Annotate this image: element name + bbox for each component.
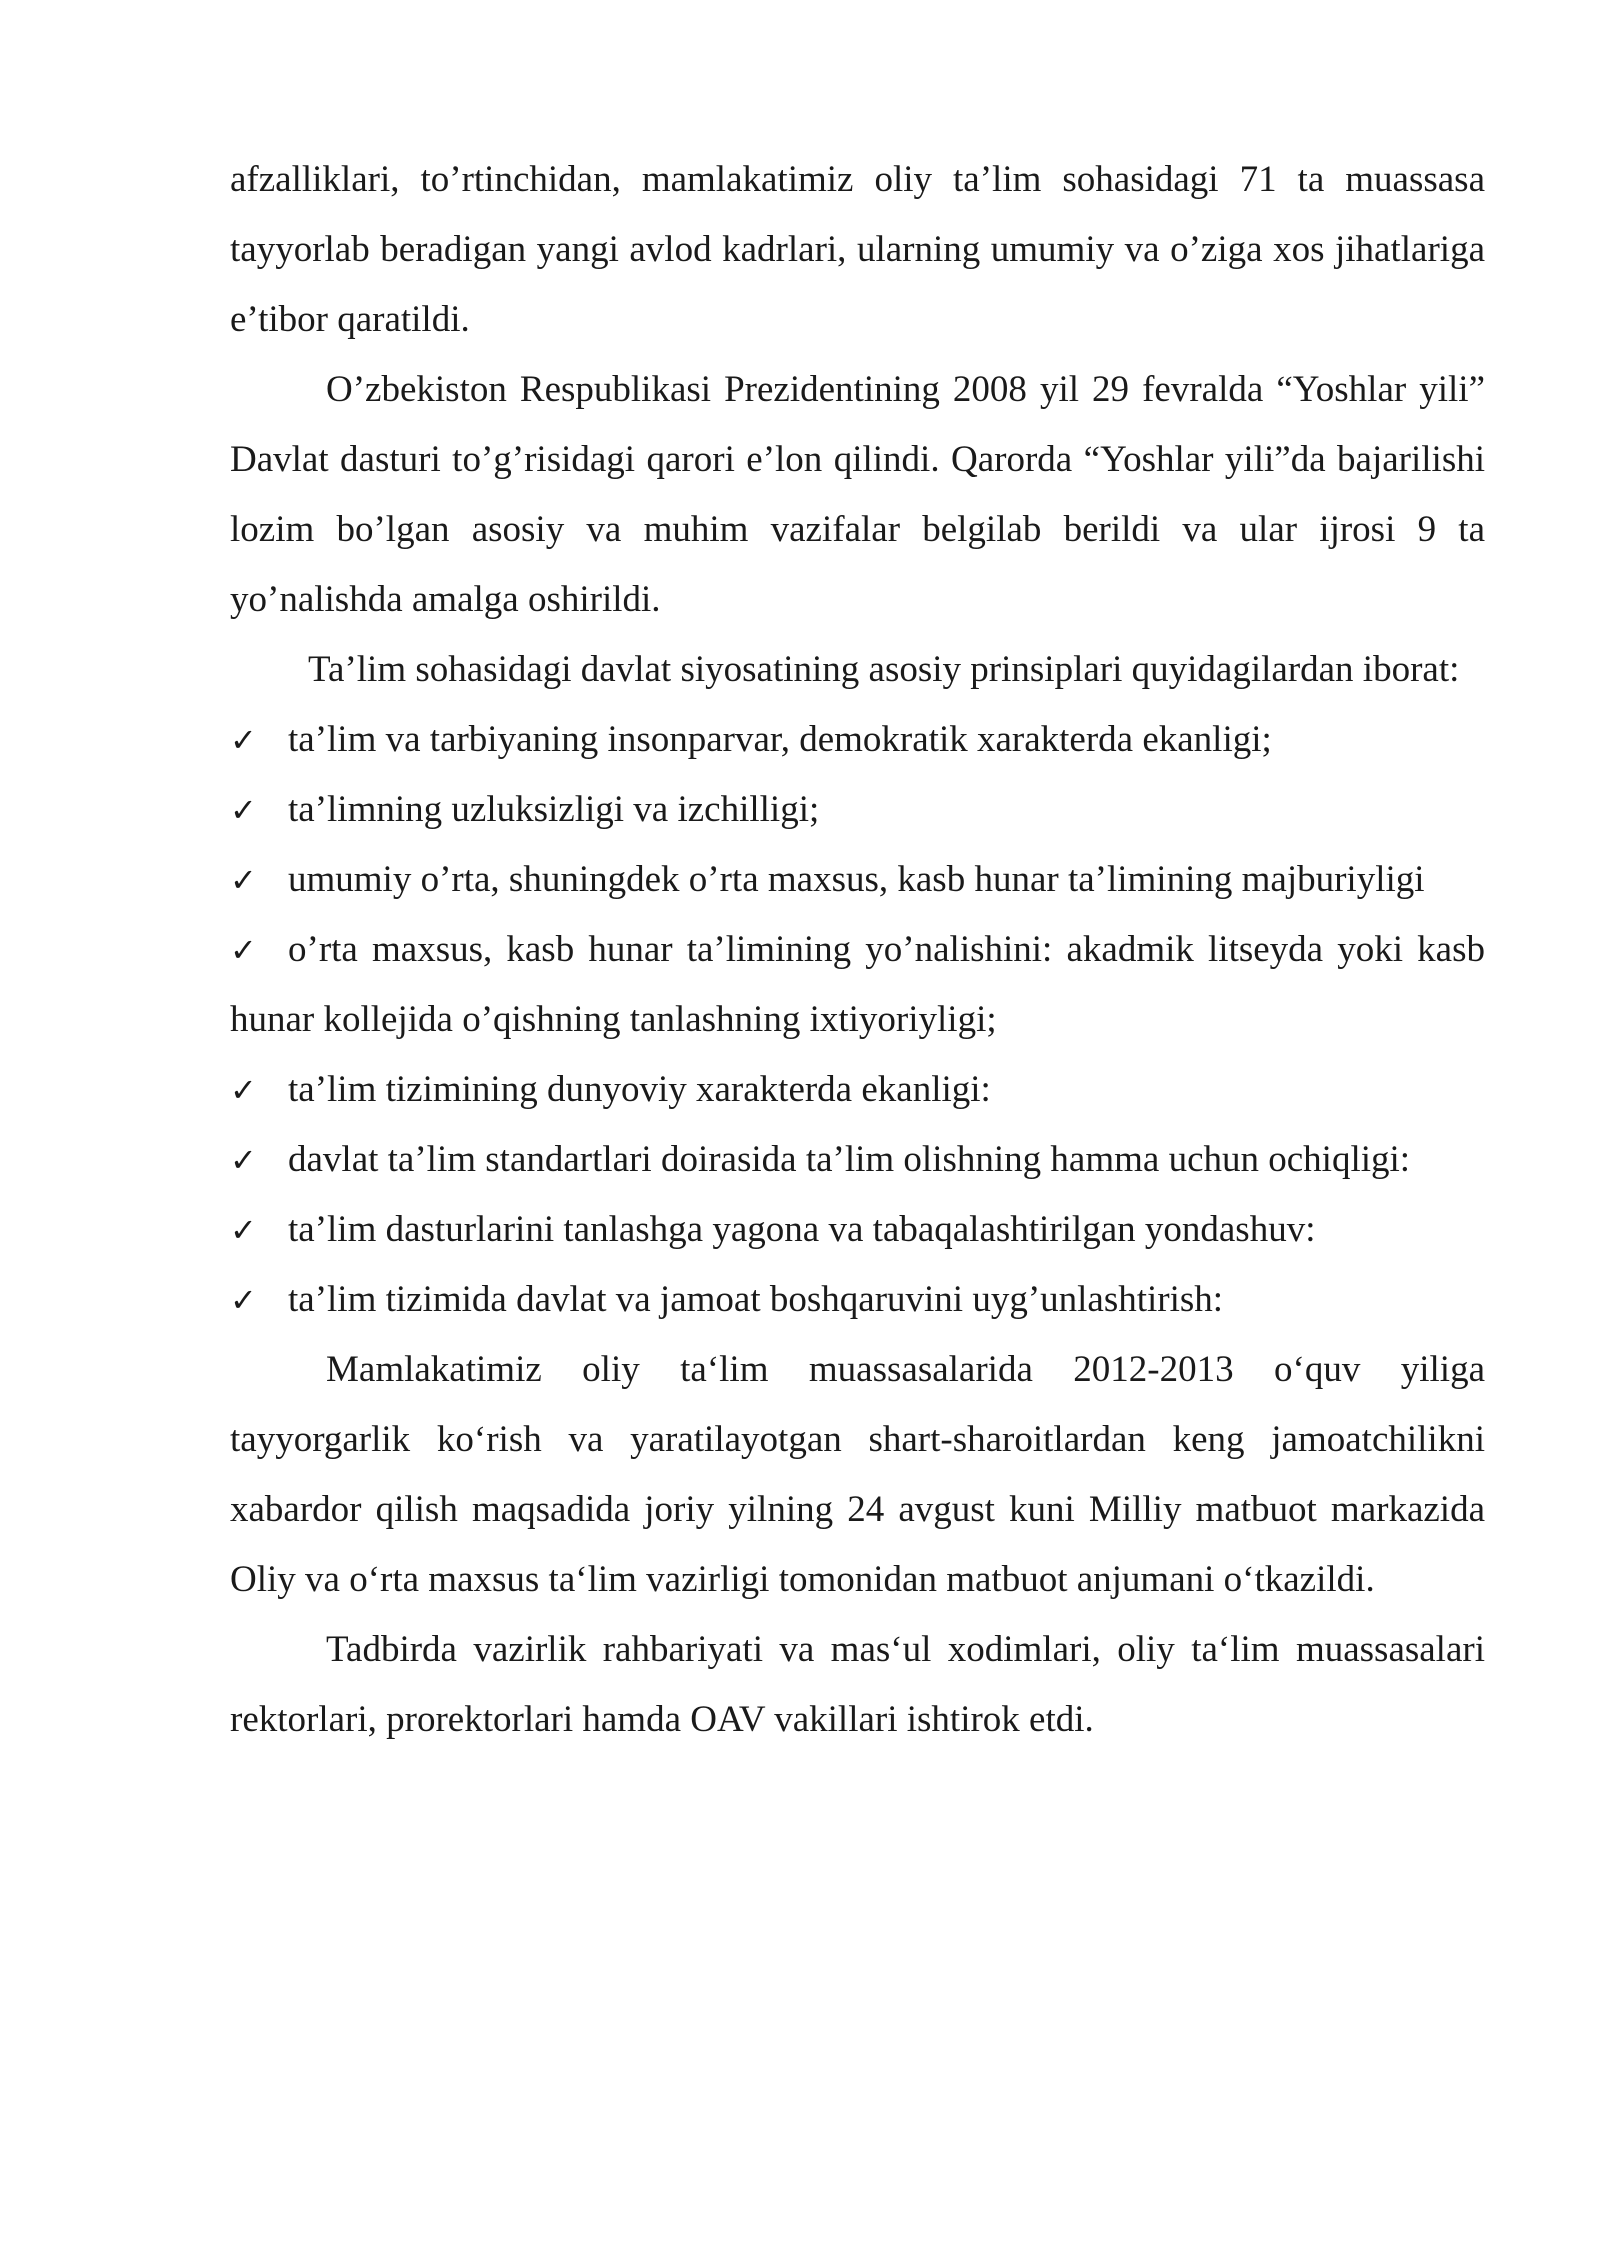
list-item xyxy=(230,775,1485,845)
principles-list xyxy=(230,705,1485,1335)
list-item-text: o’rta maxsus, kasb hunar ta’limining yo’nalishini: akadmik litseyda yoki kasb hunar kollejida o’qishning tanlashning ixtiyoriyligi; xyxy=(230,929,1485,1040)
paragraph-youth-year: O’zbekiston Respublikasi Prezidentining 2008 yil 29 fevralda “Yoshlar yili” Davlat dasturi to’g’risidagi qarori e’lon qilindi. Qarorda “Yoshlar yili”da bajarilishi lozim bo’lgan asosiy va muhim vazifalar belgilab berildi va ular ijrosi 9 ta yo’nalishda amalga oshirildi. xyxy=(230,369,1485,620)
checkmark-icon: ✓ xyxy=(230,1211,257,1249)
list-item-text: ta’lim tizimida davlat va jamoat boshqaruvini uyg’unlashtirish: xyxy=(288,1279,1224,1320)
paragraph-participants: Tadbirda vazirlik rahbariyati va masʻul xodimlari, oliy taʻlim muassasalari rektorlari, prorektorlari hamda OAV vakillari ishtirok etdi. xyxy=(230,1629,1485,1740)
list-item-text: ta’lim va tarbiyaning insonparvar, demokratik xarakterda ekanligi; xyxy=(288,719,1272,760)
checkmark-icon: ✓ xyxy=(230,1281,257,1319)
list-item xyxy=(230,705,1485,775)
checkmark-icon: ✓ xyxy=(230,861,257,899)
list-item xyxy=(230,845,1485,915)
paragraph-continuation: afzalliklari, to’rtinchidan, mamlakatimiz oliy ta’lim sohasidagi 71 ta muassasa tayyorlab beradigan yangi avlod kadrlari, ularning umumiy va o’ziga xos jihatlariga e’tibor qaratildi. xyxy=(230,159,1485,340)
checkmark-icon: ✓ xyxy=(230,791,257,829)
list-item-text: ta’lim tizimining dunyoviy xarakterda ekanligi: xyxy=(288,1069,991,1110)
list-item xyxy=(230,1265,1485,1335)
list-item xyxy=(230,1055,1485,1125)
paragraph-press-conference: Mamlakatimiz oliy taʻlim muassasalarida 2012-2013 oʻquv yiliga tayyorgarlik koʻrish va yaratilayotgan shart-sharoitlardan keng jamoatchilikni xabardor qilish maqsadida joriy yilning 24 avgust kuni Milliy matbuot markazida Oliy va oʻrta maxsus taʻlim vazirligi tomonidan matbuot anjumani oʻtkazildi. xyxy=(230,1349,1485,1600)
document-page xyxy=(230,145,1485,1755)
list-item xyxy=(230,1125,1485,1195)
list-item-text: umumiy o’rta, shuningdek o’rta maxsus, kasb hunar ta’limining majburiyligi xyxy=(288,859,1425,900)
paragraph-principles-intro: Ta’lim sohasidagi davlat siyosatining asosiy prinsiplari quyidagilardan iborat: xyxy=(308,649,1460,690)
list-item-text: ta’lim dasturlarini tanlashga yagona va tabaqalashtirilgan yondashuv: xyxy=(288,1209,1316,1250)
list-item-text: davlat ta’lim standartlari doirasida ta’lim olishning hamma uchun ochiqligi: xyxy=(288,1139,1411,1180)
checkmark-icon: ✓ xyxy=(230,1071,257,1109)
list-item xyxy=(230,915,1485,1055)
checkmark-icon: ✓ xyxy=(230,721,257,759)
list-item-text: ta’limning uzluksizligi va izchilligi; xyxy=(288,789,820,830)
checkmark-icon: ✓ xyxy=(230,1141,257,1179)
checkmark-icon: ✓ xyxy=(230,931,257,969)
list-item xyxy=(230,1195,1485,1265)
